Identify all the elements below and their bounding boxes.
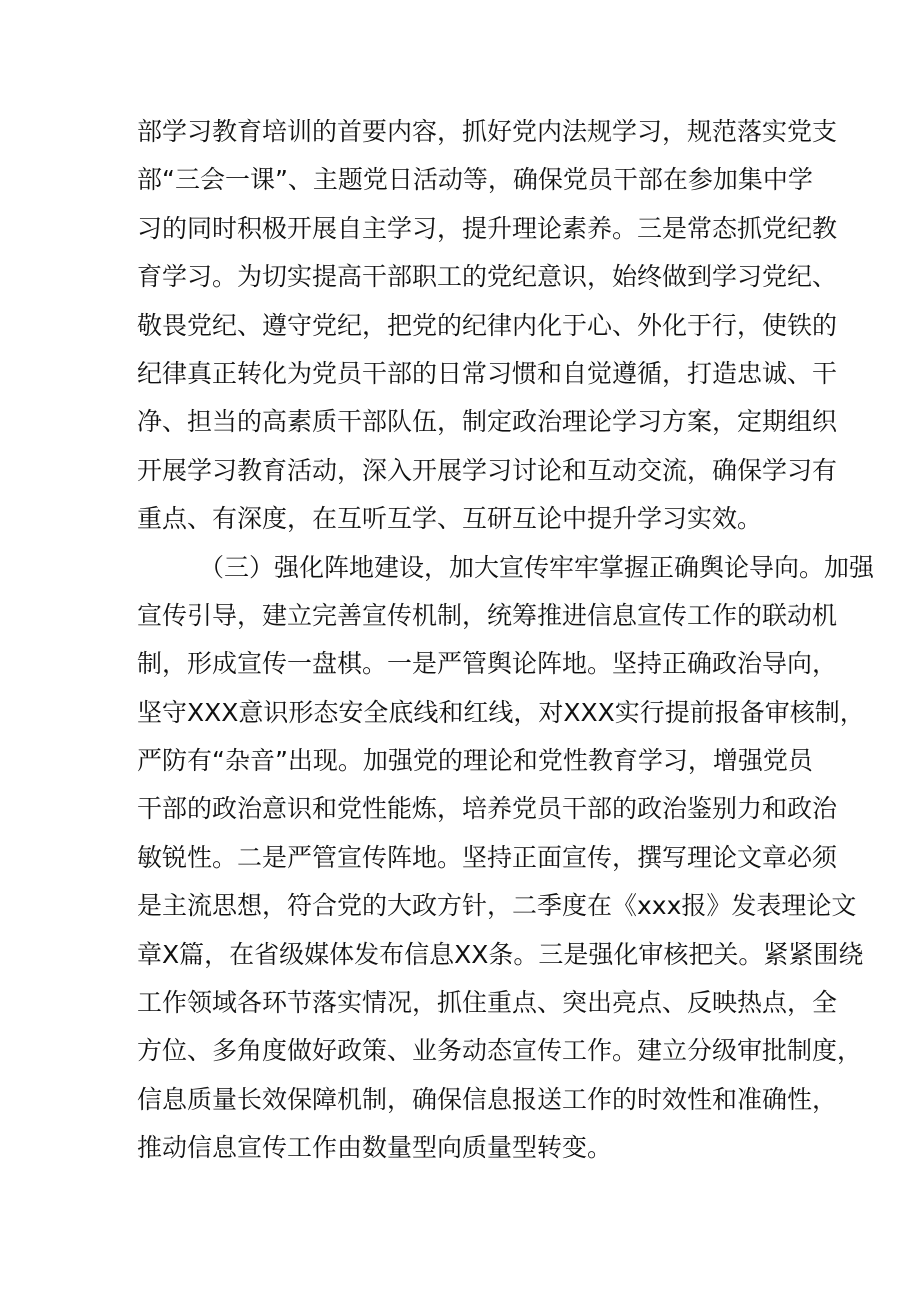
text-line: 推动信息宣传工作由数量型向质量型转变。	[137, 1133, 613, 1163]
paragraph-heading-line: （三）强化阵地建设，加大宣传牢牢掌握正确舆论导向。加强	[199, 552, 875, 582]
text-line: 纪律真正转化为党员干部的日常习惯和自觉遵循，打造忠诚、干	[137, 358, 838, 388]
text-line: 制，形成宣传一盘棋。一是严管舆论阵地。坚持正确政治导向，	[137, 649, 838, 679]
text-line: 重点、有深度，在互听互学、互研互论中提升学习实效。	[137, 504, 763, 534]
text-line: 严防有“杂音”出现。加强党的理论和党性教育学习，增强党员	[137, 746, 813, 776]
text-line: 信息质量长效保障机制，确保信息报送工作的时效性和准确性，	[137, 1084, 838, 1114]
text-line: 方位、多角度做好政策、业务动态宣传工作。建立分级审批制度，	[137, 1036, 863, 1066]
text-line: 工作领域各环节落实情况，抓住重点、突出亮点、反映热点，全	[137, 988, 838, 1018]
paragraph-2	[137, 544, 875, 1173]
text-line: 敏锐性。二是严管宣传阵地。坚持正面宣传，撰写理论文章必须	[137, 842, 838, 872]
text-line: 净、担当的高素质干部队伍，制定政治理论学习方案，定期组织	[137, 407, 838, 437]
text-line: 敬畏党纪、遵守党纪，把党的纪律内化于心、外化于行，使铁的	[137, 310, 838, 340]
paragraph-1	[137, 108, 838, 544]
text-line: 部学习教育培训的首要内容，抓好党内法规学习，规范落实党支	[137, 117, 838, 146]
document-body	[137, 108, 875, 1173]
text-line: 育学习。为切实提高干部职工的党纪意识，始终做到学习党纪、	[137, 262, 838, 292]
text-line: 开展学习教育活动，深入开展学习讨论和互动交流，确保学习有	[137, 455, 838, 485]
text-line: 部“三会一课”、主题党日活动等，确保党员干部在参加集中学	[137, 165, 813, 195]
text-line: 坚守XXX意识形态安全底线和红线，对XXX实行提前报备审核制，	[137, 697, 865, 727]
text-line: 是主流思想，符合党的大政方针，二季度在《xxx报》发表理论文	[137, 891, 857, 921]
text-line: 宣传引导，建立完善宣传机制，统筹推进信息宣传工作的联动机	[137, 600, 838, 630]
text-line: 干部的政治意识和党性能炼，培养党员干部的政治鉴别力和政治	[137, 794, 838, 824]
text-line: 习的同时积极开展自主学习，提升理论素养。三是常态抓党纪教	[137, 213, 838, 243]
text-line: 章X篇，在省级媒体发布信息XX条。三是强化审核把关。紧紧围绕	[137, 939, 864, 969]
